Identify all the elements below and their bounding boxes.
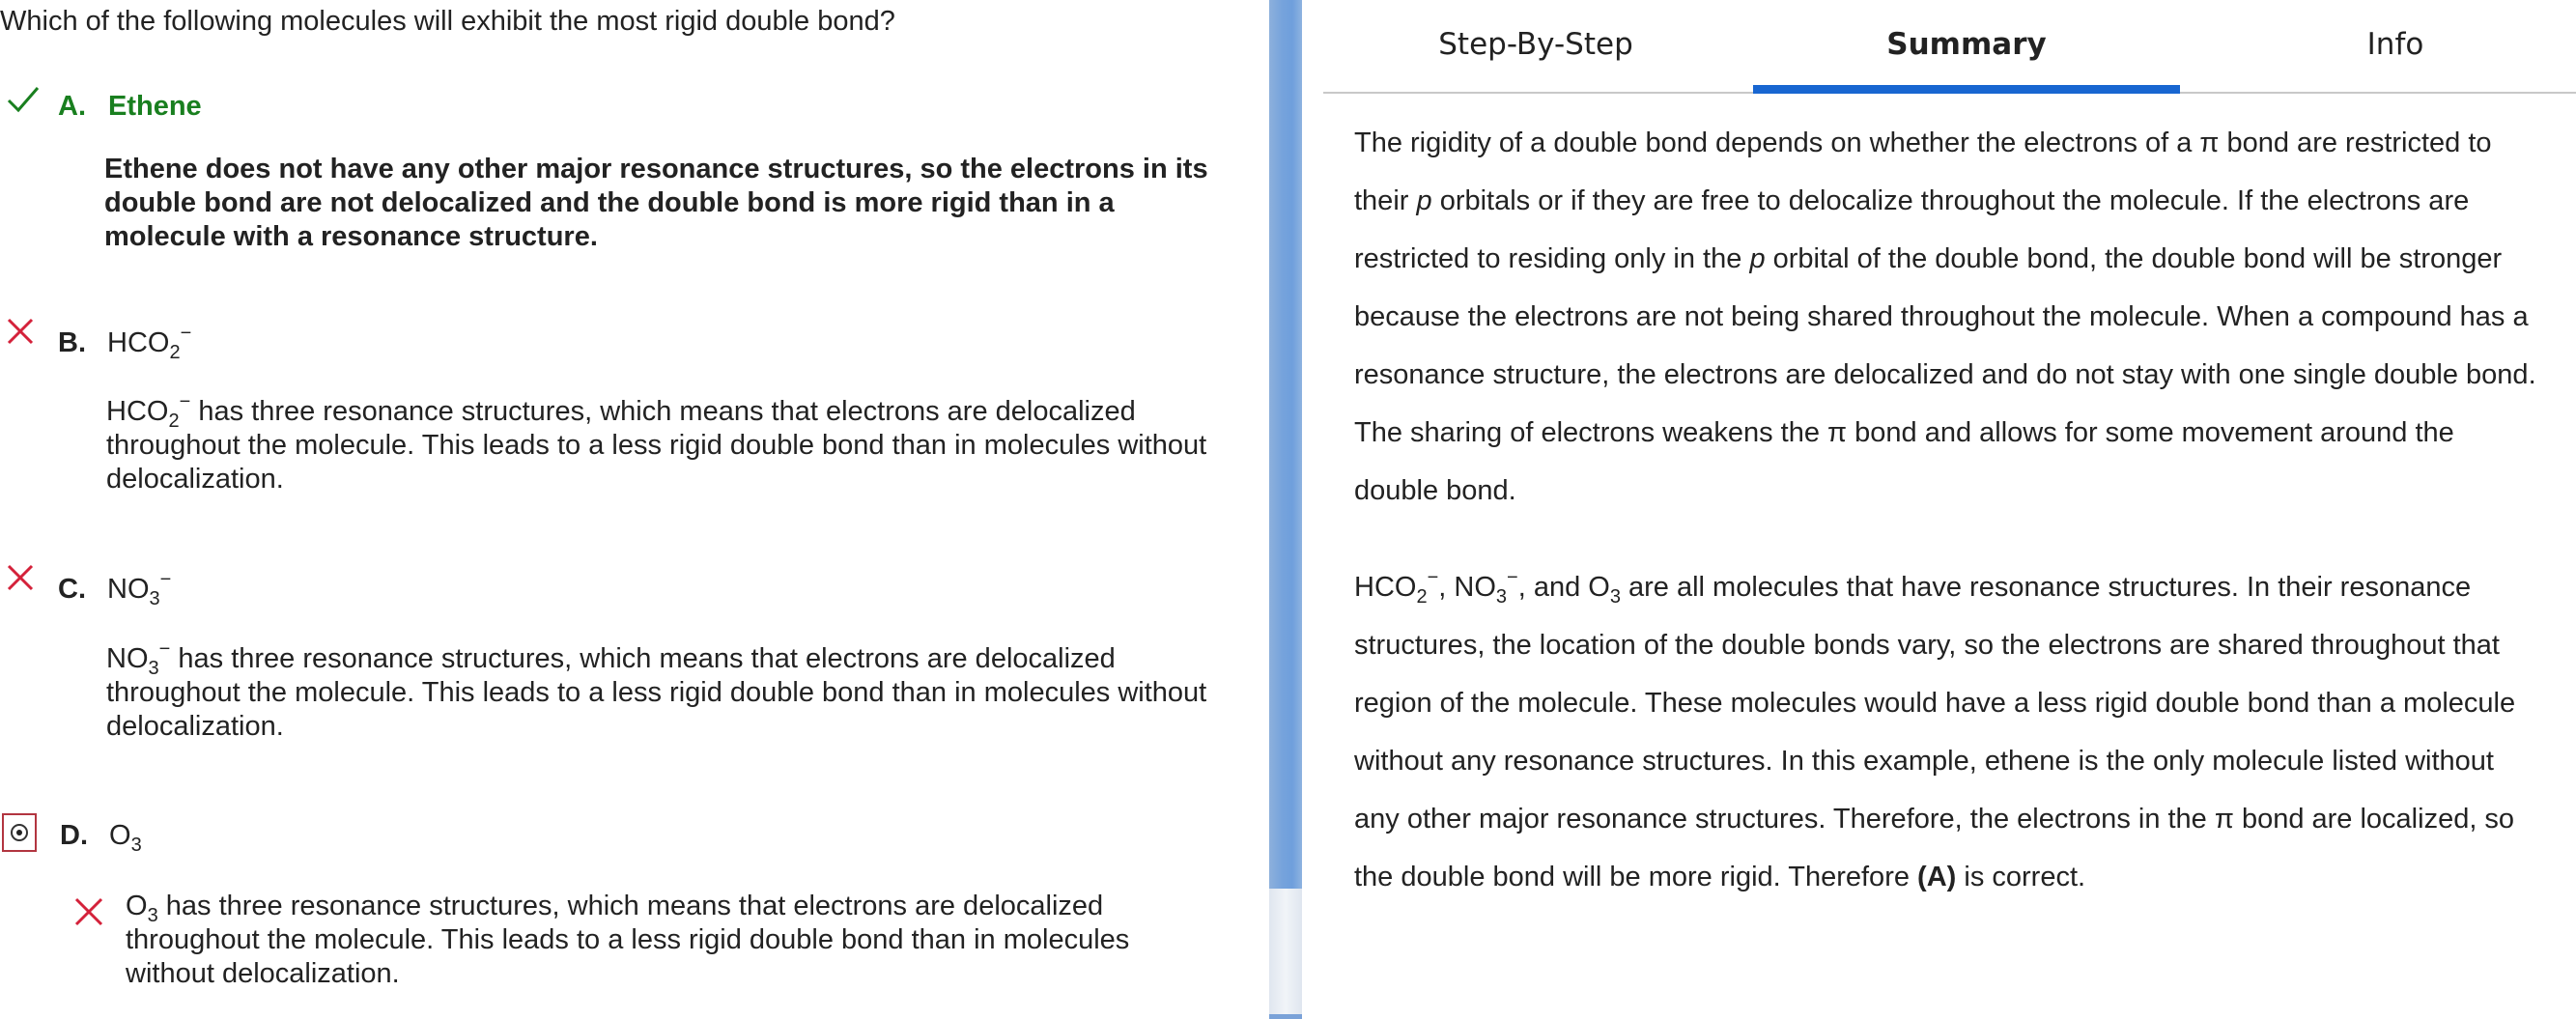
- x-icon: [6, 563, 35, 592]
- tab-bar: [1323, 0, 2576, 94]
- summary-paragraph-2: $HCO_2^-$, $NO_3^-$, and $O_3$ are all molecules that have resonance structures. In their resonance structures, the location of the double bonds vary, so the electrons are shared throughout that region of the molecule. These molecules would have a less rigid double bond than a molecule without any resonance structures. In this example, ethene is the only molecule listed without any other major resonance structures. Therefore, the electrons in the π bond are localized, so the double bond will be more rigid. Therefore (A) is correct.: [1354, 567, 2516, 892]
- summary-paragraph-1: The rigidity of a double bond depends on whether the electrons of a π bond are restricted to their p orbitals or if they are free to delocalize throughout the molecule. If the electrons are restricted to residing only in the p orbital of the double bond, the double bond will be stronger because the electrons are not being shared throughout the molecule. When a compound has a resonance structure, the electrons are delocalized and do not stay with one single double bond. The sharing of electrons weakens the π bond and allows for some movement around the double bond.: [1354, 127, 2536, 506]
- x-icon: [6, 317, 35, 346]
- radio-selected-icon[interactable]: [2, 813, 37, 852]
- option-letter: B.: [58, 327, 86, 358]
- option-d-explanation: $O_3$ has three resonance structures, which means that electrons are delocalized throughout the molecule. This leads to a less rigid double bond than in molecules without delocalization.: [126, 891, 1130, 989]
- option-label: $NO_3^-$: [107, 569, 172, 609]
- option-label: Ethene: [108, 91, 202, 122]
- formula: $HCO_2^-$: [1354, 567, 1439, 608]
- tab-info[interactable]: Info: [2366, 27, 2424, 62]
- option-letter: D.: [60, 820, 88, 851]
- question-panel: [0, 0, 1267, 1019]
- option-c-explanation: $NO_3^-$ has three resonance structures, which means that electrons are delocalized throughout the molecule. This leads to a less rigid double bond than in molecules without delocalization.: [106, 638, 1207, 742]
- tab-summary[interactable]: Summary: [1886, 27, 2047, 62]
- formula: $HCO_2^-$: [106, 391, 191, 432]
- tab-step-by-step[interactable]: Step-By-Step: [1438, 27, 1633, 62]
- x-icon: [73, 896, 104, 927]
- option-b-explanation: $HCO_2^-$ has three resonance structures, which means that electrons are delocalized throughout the molecule. This leads to a less rigid double bond than in molecules without delocalization.: [106, 391, 1207, 495]
- question-text: Which of the following molecules will exhibit the most rigid double bond?: [0, 6, 895, 37]
- answer-reference: (A): [1917, 862, 1957, 892]
- formula: $NO_3^-$: [1454, 567, 1518, 608]
- solution-panel: [1323, 0, 2576, 1019]
- formula: $NO_3^-$: [106, 638, 171, 679]
- option-letter: A.: [58, 91, 86, 122]
- panel-splitter[interactable]: [1269, 0, 1302, 1019]
- option-label: $HCO_2^-$: [107, 323, 192, 363]
- check-icon: [6, 85, 41, 114]
- active-tab-indicator: [1753, 85, 2180, 94]
- option-label: $O_3$: [109, 820, 142, 856]
- formula: $O_3$: [1588, 572, 1621, 608]
- formula: $O_3$: [126, 891, 158, 926]
- option-letter: C.: [58, 574, 86, 605]
- option-a-explanation: Ethene does not have any other major resonance structures, so the electrons in its double bond are not delocalized and the double bond is more rigid than in a molecule with a resonance structure.: [104, 154, 1208, 252]
